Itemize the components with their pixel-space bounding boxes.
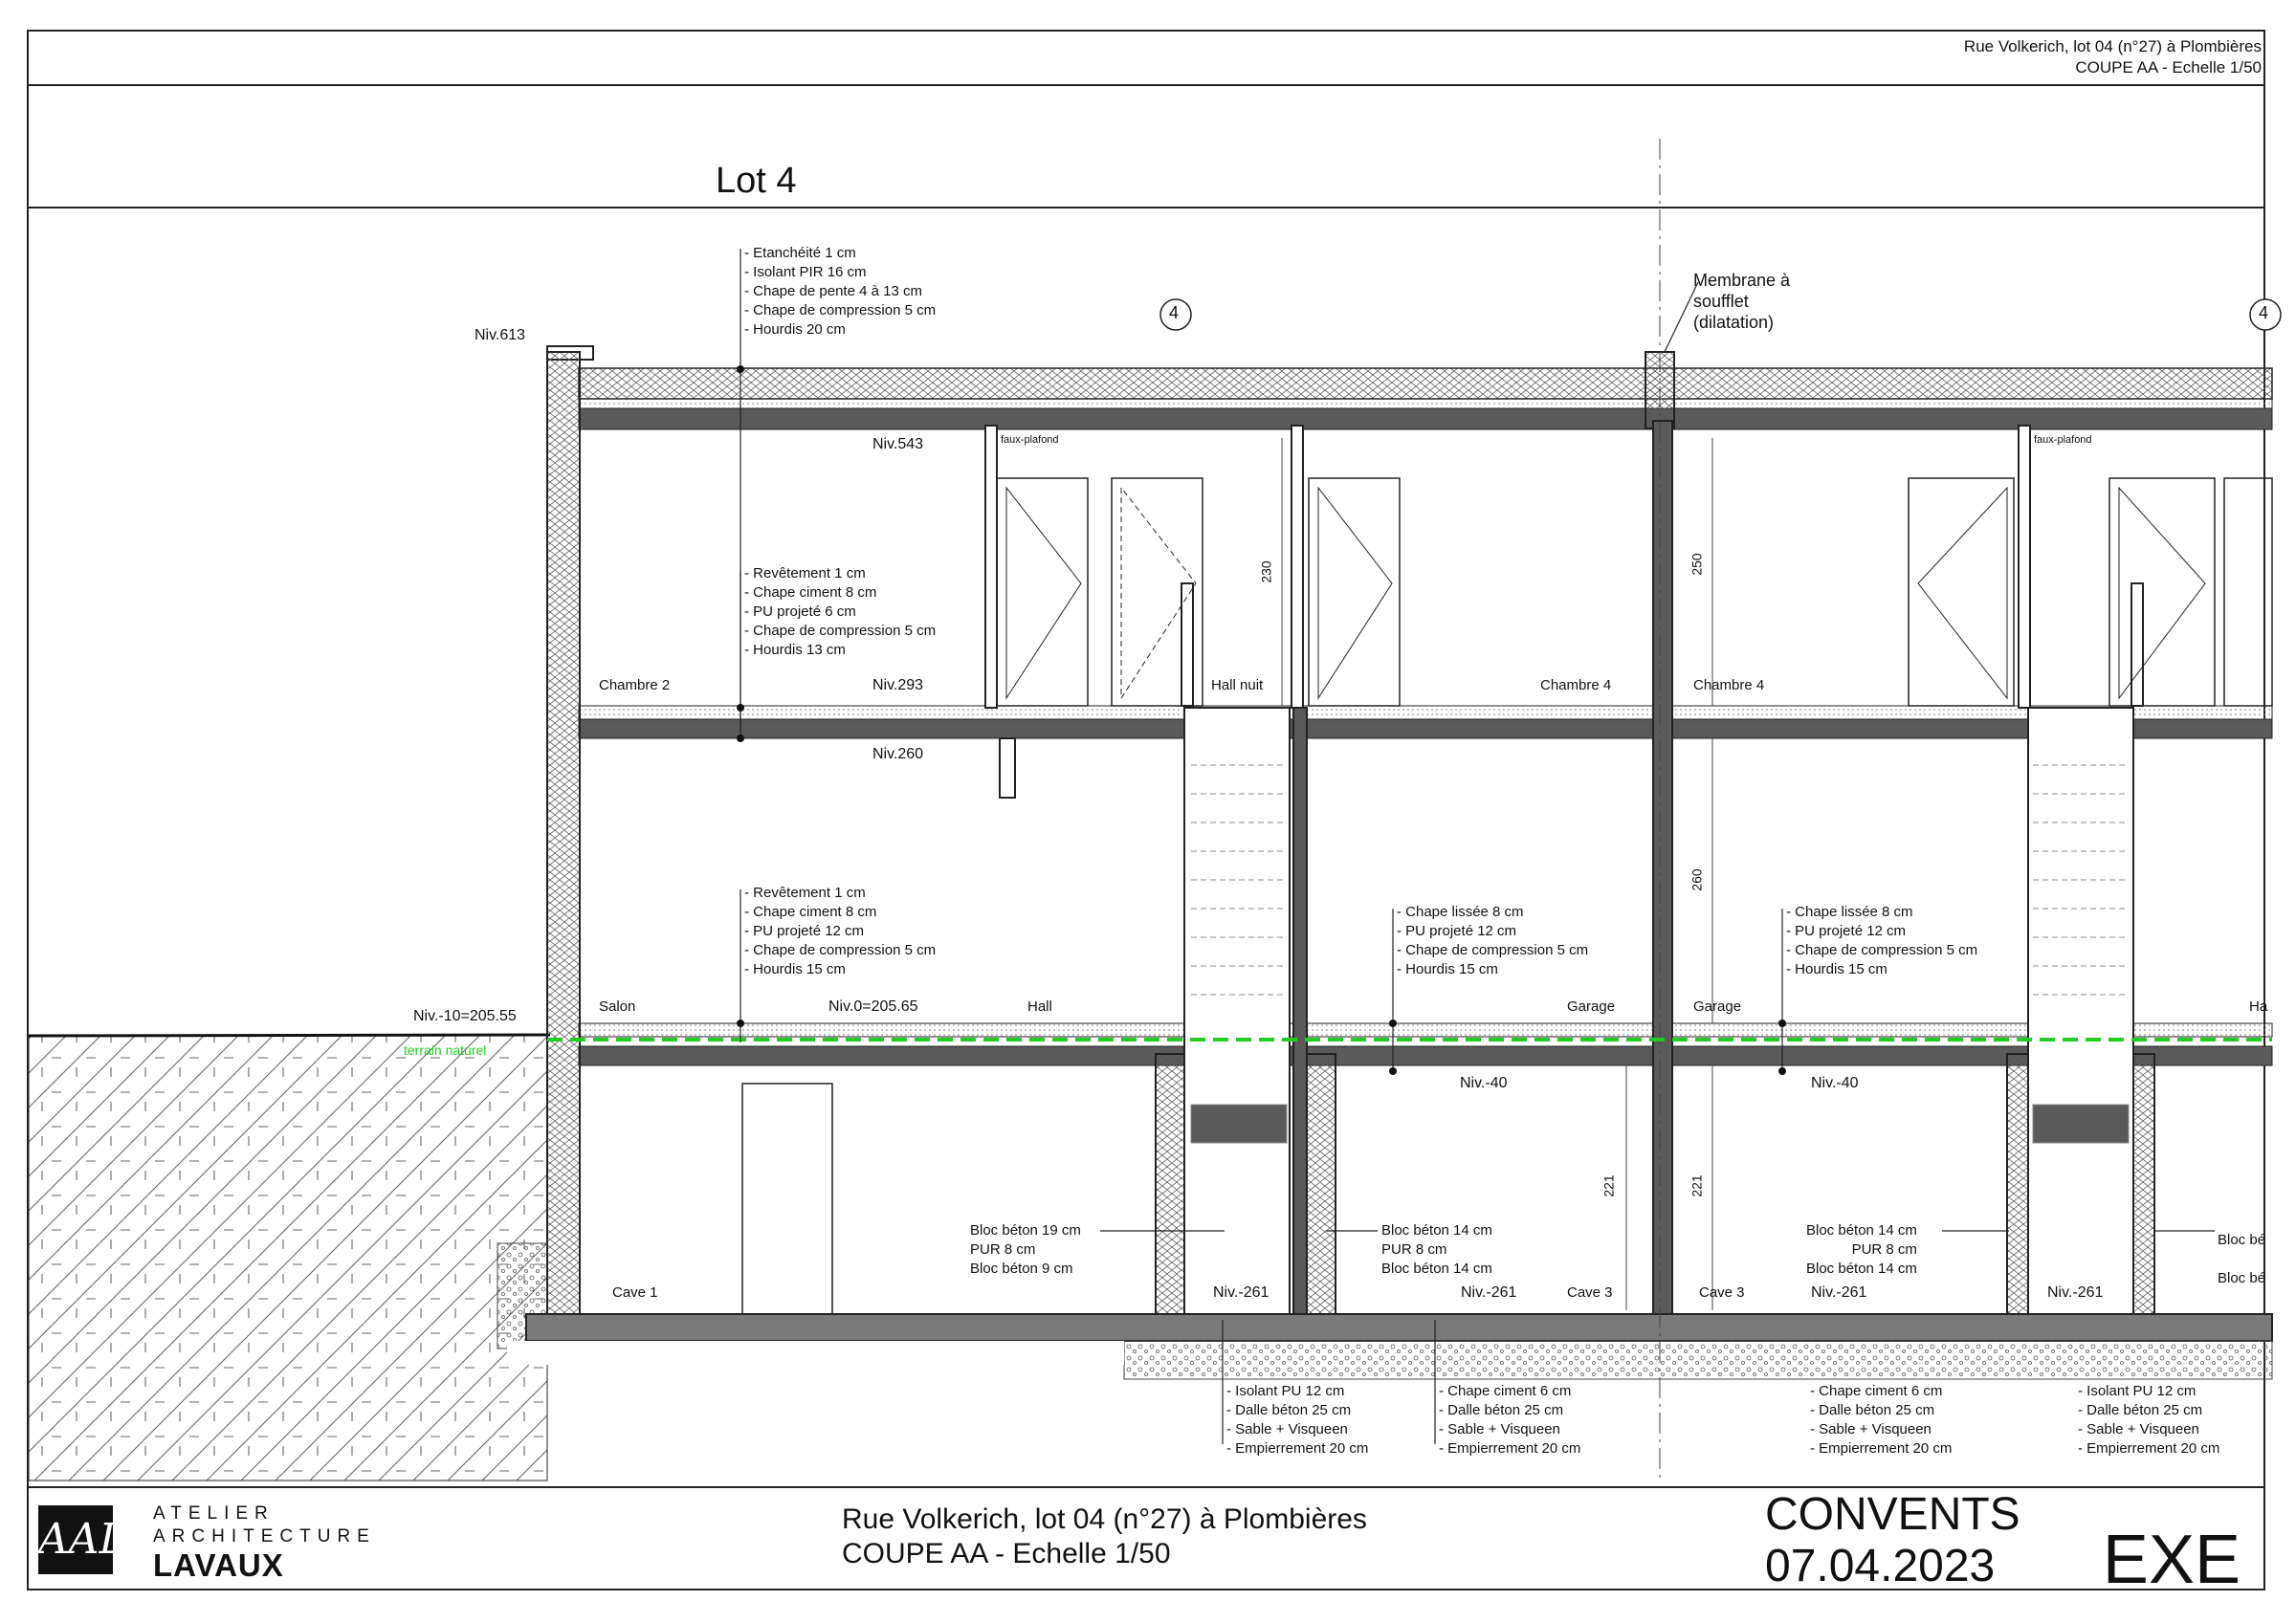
level-cave-floor: Niv.-261	[1213, 1284, 1269, 1301]
membrane-line: Membrane à	[1693, 271, 1791, 290]
note-line: - Chape de compression 5 cm	[744, 623, 937, 639]
note-line: - Chape ciment 6 cm	[1810, 1383, 1943, 1399]
note-garage	[1786, 903, 1977, 979]
note-line: - Chape de compression 5 cm	[744, 942, 937, 958]
level-cave-ceiling: Niv.-40	[1460, 1075, 1508, 1091]
note-line: - Empierrement 20 cm	[1810, 1440, 1953, 1457]
note-line: - Chape ciment 6 cm	[1439, 1383, 1572, 1399]
room-hall-nuit: Hall nuit	[1211, 677, 1264, 693]
note-wall	[1806, 1221, 1917, 1279]
dimension-lines	[1282, 438, 1712, 1310]
floor1-slab	[579, 706, 2272, 738]
note-line: - Chape lissée 8 cm	[1786, 904, 1913, 920]
level-ceiling: Niv.543	[872, 436, 924, 452]
note-line: - Empierrement 20 cm	[1439, 1440, 1581, 1457]
client-name: CONVENTS	[1765, 1489, 2020, 1540]
note-slab	[1810, 1382, 1952, 1459]
note-slab	[2078, 1382, 2219, 1459]
level-cave-floor: Niv.-261	[1811, 1284, 1867, 1301]
note-line: - Chape ciment 8 cm	[744, 584, 877, 601]
lot-title: Lot 4	[716, 161, 797, 201]
level-ground: Niv.0=205.65	[828, 998, 918, 1015]
room-hall-cut: Ha	[2249, 998, 2268, 1015]
note-line: - Dalle béton 25 cm	[2078, 1402, 2203, 1418]
note-floor1	[744, 564, 936, 660]
room-salon: Salon	[599, 998, 636, 1015]
note-line: PUR 8 cm	[970, 1241, 1036, 1258]
note-line: - PU projeté 12 cm	[1397, 923, 1517, 939]
note-line: - Isolant PU 12 cm	[1226, 1383, 1345, 1399]
note-line: - Sable + Visqueen	[1226, 1421, 1348, 1437]
note-line: Bloc béton 9 cm	[970, 1261, 1073, 1277]
note-line: - Sable + Visqueen	[1439, 1421, 1560, 1437]
foundation-slab	[507, 1314, 2272, 1379]
membrane-line: (dilatation)	[1693, 313, 1775, 332]
room-garage: Garage	[1693, 998, 1742, 1015]
level-ground-exterior: Niv.-10=205.55	[413, 1008, 517, 1024]
note-line: Bloc bé	[2218, 1232, 2266, 1248]
grid-marker-label: 4	[1169, 303, 1180, 322]
firm-name-line2: ARCHITECTURE	[153, 1526, 376, 1546]
note-line: - Isolant PU 12 cm	[2078, 1383, 2197, 1399]
note-slab	[1439, 1382, 1580, 1459]
note-line: Bloc bé	[2218, 1270, 2266, 1286]
level-cave-floor: Niv.-261	[1461, 1284, 1517, 1301]
faux-plafond-label: faux-plafond	[2034, 434, 2092, 446]
level-floor1: Niv.293	[872, 677, 924, 693]
note-wall	[1381, 1221, 1492, 1279]
firm-name-line1: ATELIER	[153, 1503, 275, 1524]
note-line: - Sable + Visqueen	[1810, 1421, 1932, 1437]
note-line: - Chape lissée 8 cm	[1397, 904, 1524, 920]
room-chambre-4: Chambre 4	[1693, 677, 1765, 693]
note-line: PUR 8 cm	[1381, 1241, 1447, 1258]
room-cave-1: Cave 1	[612, 1284, 658, 1301]
note-line: - Chape de compression 5 cm	[1397, 942, 1589, 958]
note-wall	[970, 1221, 1081, 1279]
room-cave-3: Cave 3	[1699, 1284, 1745, 1301]
ground-hatch	[29, 1035, 550, 1480]
note-line: - Sable + Visqueen	[2078, 1421, 2199, 1437]
note-line: - Empierrement 20 cm	[2078, 1440, 2220, 1457]
note-line: - Dalle béton 25 cm	[1439, 1402, 1564, 1418]
terrain-label: terrain naturel	[404, 1042, 487, 1058]
drawing-date: 07.04.2023	[1765, 1541, 1996, 1591]
note-line: - Chape de compression 5 cm	[744, 302, 937, 318]
note-line: - Hourdis 20 cm	[744, 321, 846, 338]
membrane-line: soufflet	[1693, 292, 1749, 311]
note-line: - Chape ciment 8 cm	[744, 904, 877, 920]
note-line: - Isolant PIR 16 cm	[744, 264, 867, 280]
note-line: - PU projeté 6 cm	[744, 603, 856, 620]
dimension-221: 221	[1689, 1174, 1705, 1197]
note-line: - Chape de compression 5 cm	[1786, 942, 1978, 958]
room-garage: Garage	[1567, 998, 1616, 1015]
grid-marker-label: 4	[2259, 303, 2269, 322]
project-title: Rue Volkerich, lot 04 (n°27) à Plombières	[842, 1503, 1367, 1535]
level-cave-ceiling: Niv.-40	[1811, 1075, 1859, 1091]
note-wall	[2218, 1221, 2265, 1298]
membrane-note	[1693, 270, 1790, 333]
note-floor0	[744, 884, 936, 979]
note-line: Bloc béton 14 cm	[1806, 1261, 1917, 1277]
phase-code: EXE	[2102, 1522, 2241, 1598]
dimension-260: 260	[1689, 868, 1705, 891]
note-roof	[744, 244, 936, 340]
header-project: Rue Volkerich, lot 04 (n°27) à Plombières	[1963, 37, 2262, 55]
note-line: - Dalle béton 25 cm	[1810, 1402, 1935, 1418]
note-line: - Hourdis 15 cm	[744, 961, 846, 977]
note-line: Bloc béton 14 cm	[1381, 1261, 1492, 1277]
note-line: - Hourdis 13 cm	[744, 642, 846, 658]
note-slab	[1226, 1382, 1368, 1459]
note-garage	[1397, 903, 1588, 979]
note-line: - Empierrement 20 cm	[1226, 1440, 1369, 1457]
note-line: Bloc béton 19 cm	[970, 1222, 1081, 1239]
header-scale: COUPE AA - Echelle 1/50	[2075, 58, 2262, 77]
dimension-230: 230	[1258, 560, 1274, 583]
note-line: - Revêtement 1 cm	[744, 565, 866, 581]
room-cave-3: Cave 3	[1567, 1284, 1613, 1301]
note-line: Bloc béton 14 cm	[1381, 1222, 1492, 1239]
room-chambre-2: Chambre 2	[599, 677, 671, 693]
note-line: - Dalle béton 25 cm	[1226, 1402, 1352, 1418]
level-roof: Niv.613	[475, 327, 526, 343]
title-block	[27, 1486, 2265, 1598]
note-line: - PU projeté 12 cm	[1786, 923, 1907, 939]
level-under-floor1: Niv.260	[872, 746, 924, 762]
firm-logo: AAL	[38, 1505, 113, 1574]
level-cave-floor: Niv.-261	[2047, 1284, 2104, 1301]
room-chambre-4: Chambre 4	[1540, 677, 1612, 693]
drawing-title: COUPE AA - Echelle 1/50	[842, 1538, 1171, 1569]
firm-name-line3: LAVAUX	[153, 1547, 284, 1583]
roof-slab	[547, 346, 2272, 429]
note-line: - Hourdis 15 cm	[1786, 961, 1888, 977]
walls	[547, 352, 2154, 1314]
note-line: - PU projeté 12 cm	[744, 923, 865, 939]
room-hall: Hall	[1027, 998, 1052, 1015]
dimension-221: 221	[1601, 1174, 1617, 1197]
note-line: Bloc béton 14 cm	[1806, 1222, 1917, 1239]
note-line: - Revêtement 1 cm	[744, 885, 866, 901]
note-line: - Etanchéité 1 cm	[744, 245, 856, 261]
dimension-250: 250	[1689, 553, 1705, 576]
faux-plafond-label: faux-plafond	[1001, 434, 1059, 446]
note-line: - Hourdis 15 cm	[1397, 961, 1498, 977]
note-line: - Chape de pente 4 à 13 cm	[744, 283, 922, 299]
note-line: PUR 8 cm	[1851, 1241, 1917, 1258]
